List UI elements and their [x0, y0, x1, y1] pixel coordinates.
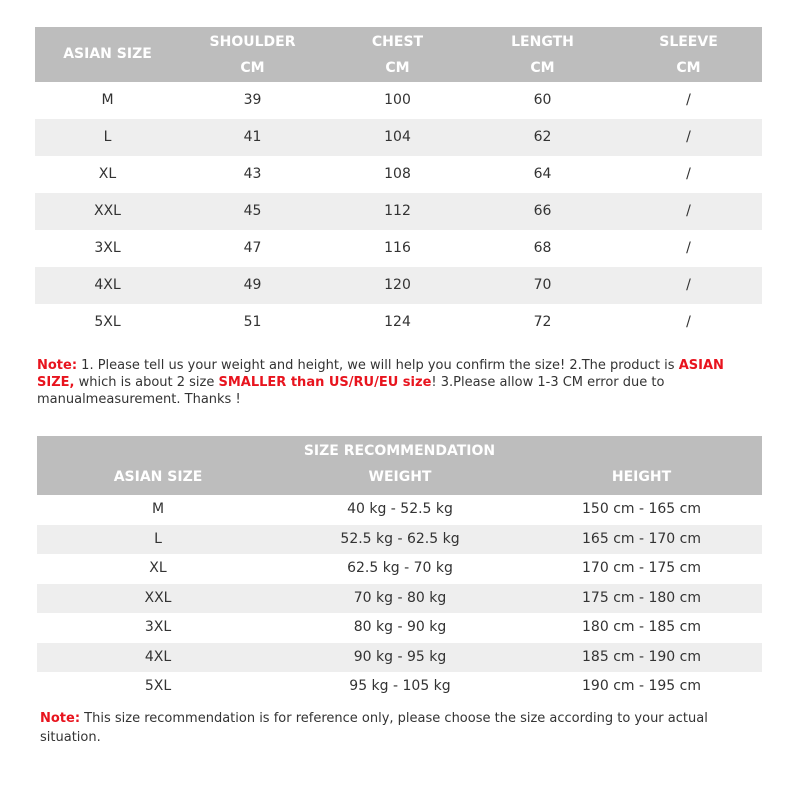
header-length — [470, 27, 615, 82]
cell-size: 5XL — [144, 678, 172, 694]
cell-chest: 116 — [384, 240, 411, 256]
cell-size: M — [101, 92, 114, 108]
note-text-part3: ! 3.Please allow 1-3 CM error due to manualmeasurement. Thanks ! — [37, 375, 665, 407]
cell-shoulder: 39 — [243, 92, 262, 108]
note-label: Note: — [37, 358, 78, 373]
table-row — [37, 495, 762, 525]
header-asian-size: ASIAN SIZE — [63, 46, 152, 62]
header-asian-size: ASIAN SIZE — [113, 469, 203, 485]
cell-size: L — [154, 530, 162, 547]
cell-shoulder: 51 — [243, 314, 262, 330]
header-sleeve — [615, 27, 762, 82]
cell-shoulder: 43 — [243, 166, 262, 182]
recommendation-column-headers — [37, 464, 762, 495]
cell-sleeve: / — [686, 277, 691, 293]
cell-chest: 100 — [384, 92, 411, 108]
table-row — [37, 554, 762, 584]
table-row — [35, 82, 762, 119]
cell-shoulder: 45 — [243, 203, 262, 219]
cell-chest: 120 — [384, 277, 411, 293]
table-row — [37, 584, 762, 614]
cell-height: 190 cm - 195 cm — [582, 678, 701, 694]
note-text: This size recommendation is for reference only, please choose the size according to your actual situation. — [40, 711, 708, 745]
table-row — [35, 230, 762, 267]
cell-chest: 108 — [384, 166, 411, 182]
table-row — [35, 119, 762, 156]
cell-length: 66 — [533, 203, 552, 219]
header-weight: WEIGHT — [368, 469, 432, 485]
cell-size: L — [103, 129, 112, 145]
cell-height: 170 cm - 175 cm — [582, 560, 701, 576]
cell-sleeve: / — [686, 314, 691, 330]
cell-size: XL — [98, 166, 117, 182]
cell-weight: 40 kg - 52.5 kg — [347, 501, 453, 517]
cell-size: 5XL — [94, 314, 121, 330]
cell-weight: 95 kg - 105 kg — [349, 678, 451, 694]
table-row — [35, 267, 762, 304]
cell-chest: 112 — [384, 203, 411, 219]
cell-length: 60 — [533, 92, 552, 108]
recommendation-title: SIZE RECOMMENDATION — [303, 443, 496, 459]
cell-chest: 104 — [384, 129, 411, 145]
cell-length: 62 — [533, 129, 552, 145]
header-length-unit: CM — [530, 60, 555, 76]
size-recommendation-table — [37, 436, 762, 702]
table-row — [37, 672, 762, 702]
note-asian-size: ASIAN SIZE, — [37, 358, 724, 390]
cell-height: 175 cm - 180 cm — [582, 589, 701, 606]
cell-weight: 52.5 kg - 62.5 kg — [340, 530, 460, 547]
cell-shoulder: 41 — [243, 129, 262, 145]
cell-length: 72 — [533, 314, 552, 330]
header-shoulder-label: SHOULDER — [209, 34, 296, 50]
cell-size: XL — [149, 560, 167, 576]
header-height: HEIGHT — [611, 469, 672, 485]
cell-length: 70 — [533, 277, 552, 293]
header-shoulder — [180, 27, 325, 82]
cell-size: XXL — [144, 589, 172, 606]
recommendation-header — [37, 436, 762, 495]
cell-size: 3XL — [94, 240, 121, 256]
cell-length: 64 — [533, 166, 552, 182]
cell-shoulder: 49 — [243, 277, 262, 293]
cell-sleeve: / — [686, 240, 691, 256]
header-sleeve-unit: CM — [676, 60, 701, 76]
cell-shoulder: 47 — [243, 240, 262, 256]
header-chest — [325, 27, 470, 82]
cell-weight: 62.5 kg - 70 kg — [347, 560, 453, 576]
header-shoulder-unit: CM — [240, 60, 265, 76]
note-text-part2: which is about 2 size — [74, 375, 219, 390]
header-length-label: LENGTH — [511, 34, 574, 50]
cell-chest: 124 — [384, 314, 411, 330]
table-row — [37, 525, 762, 555]
table-row — [35, 304, 762, 341]
size-chart-header — [35, 27, 762, 82]
cell-length: 68 — [533, 240, 552, 256]
cell-height: 165 cm - 170 cm — [582, 530, 701, 547]
note-label: Note: — [40, 711, 81, 726]
recommendation-note — [40, 709, 740, 747]
header-chest-label: CHEST — [371, 34, 424, 50]
cell-size: 4XL — [144, 648, 172, 665]
table-row — [35, 193, 762, 230]
cell-size: 3XL — [144, 619, 172, 635]
size-note — [37, 357, 762, 408]
table-row — [37, 643, 762, 673]
cell-weight: 90 kg - 95 kg — [353, 648, 447, 665]
note-text-part1: 1. Please tell us your weight and height, we will help you confirm the size! 2.The product is — [77, 358, 679, 373]
header-chest-unit: CM — [385, 60, 410, 76]
cell-size: 4XL — [94, 277, 121, 293]
note-smaller-warning: SMALLER than US/RU/EU size — [218, 375, 432, 390]
table-row — [35, 156, 762, 193]
table-row — [37, 613, 762, 643]
size-chart-table — [35, 27, 762, 341]
cell-size: XXL — [94, 203, 121, 219]
cell-sleeve: / — [686, 92, 691, 108]
cell-height: 185 cm - 190 cm — [582, 648, 701, 665]
cell-sleeve: / — [686, 129, 691, 145]
header-sleeve-label: SLEEVE — [659, 34, 718, 50]
cell-weight: 70 kg - 80 kg — [353, 589, 447, 606]
cell-size: M — [151, 501, 165, 517]
cell-height: 180 cm - 185 cm — [582, 619, 701, 635]
cell-sleeve: / — [686, 203, 691, 219]
cell-weight: 80 kg - 90 kg — [353, 619, 447, 635]
cell-height: 150 cm - 165 cm — [582, 501, 701, 517]
cell-sleeve: / — [686, 166, 691, 182]
